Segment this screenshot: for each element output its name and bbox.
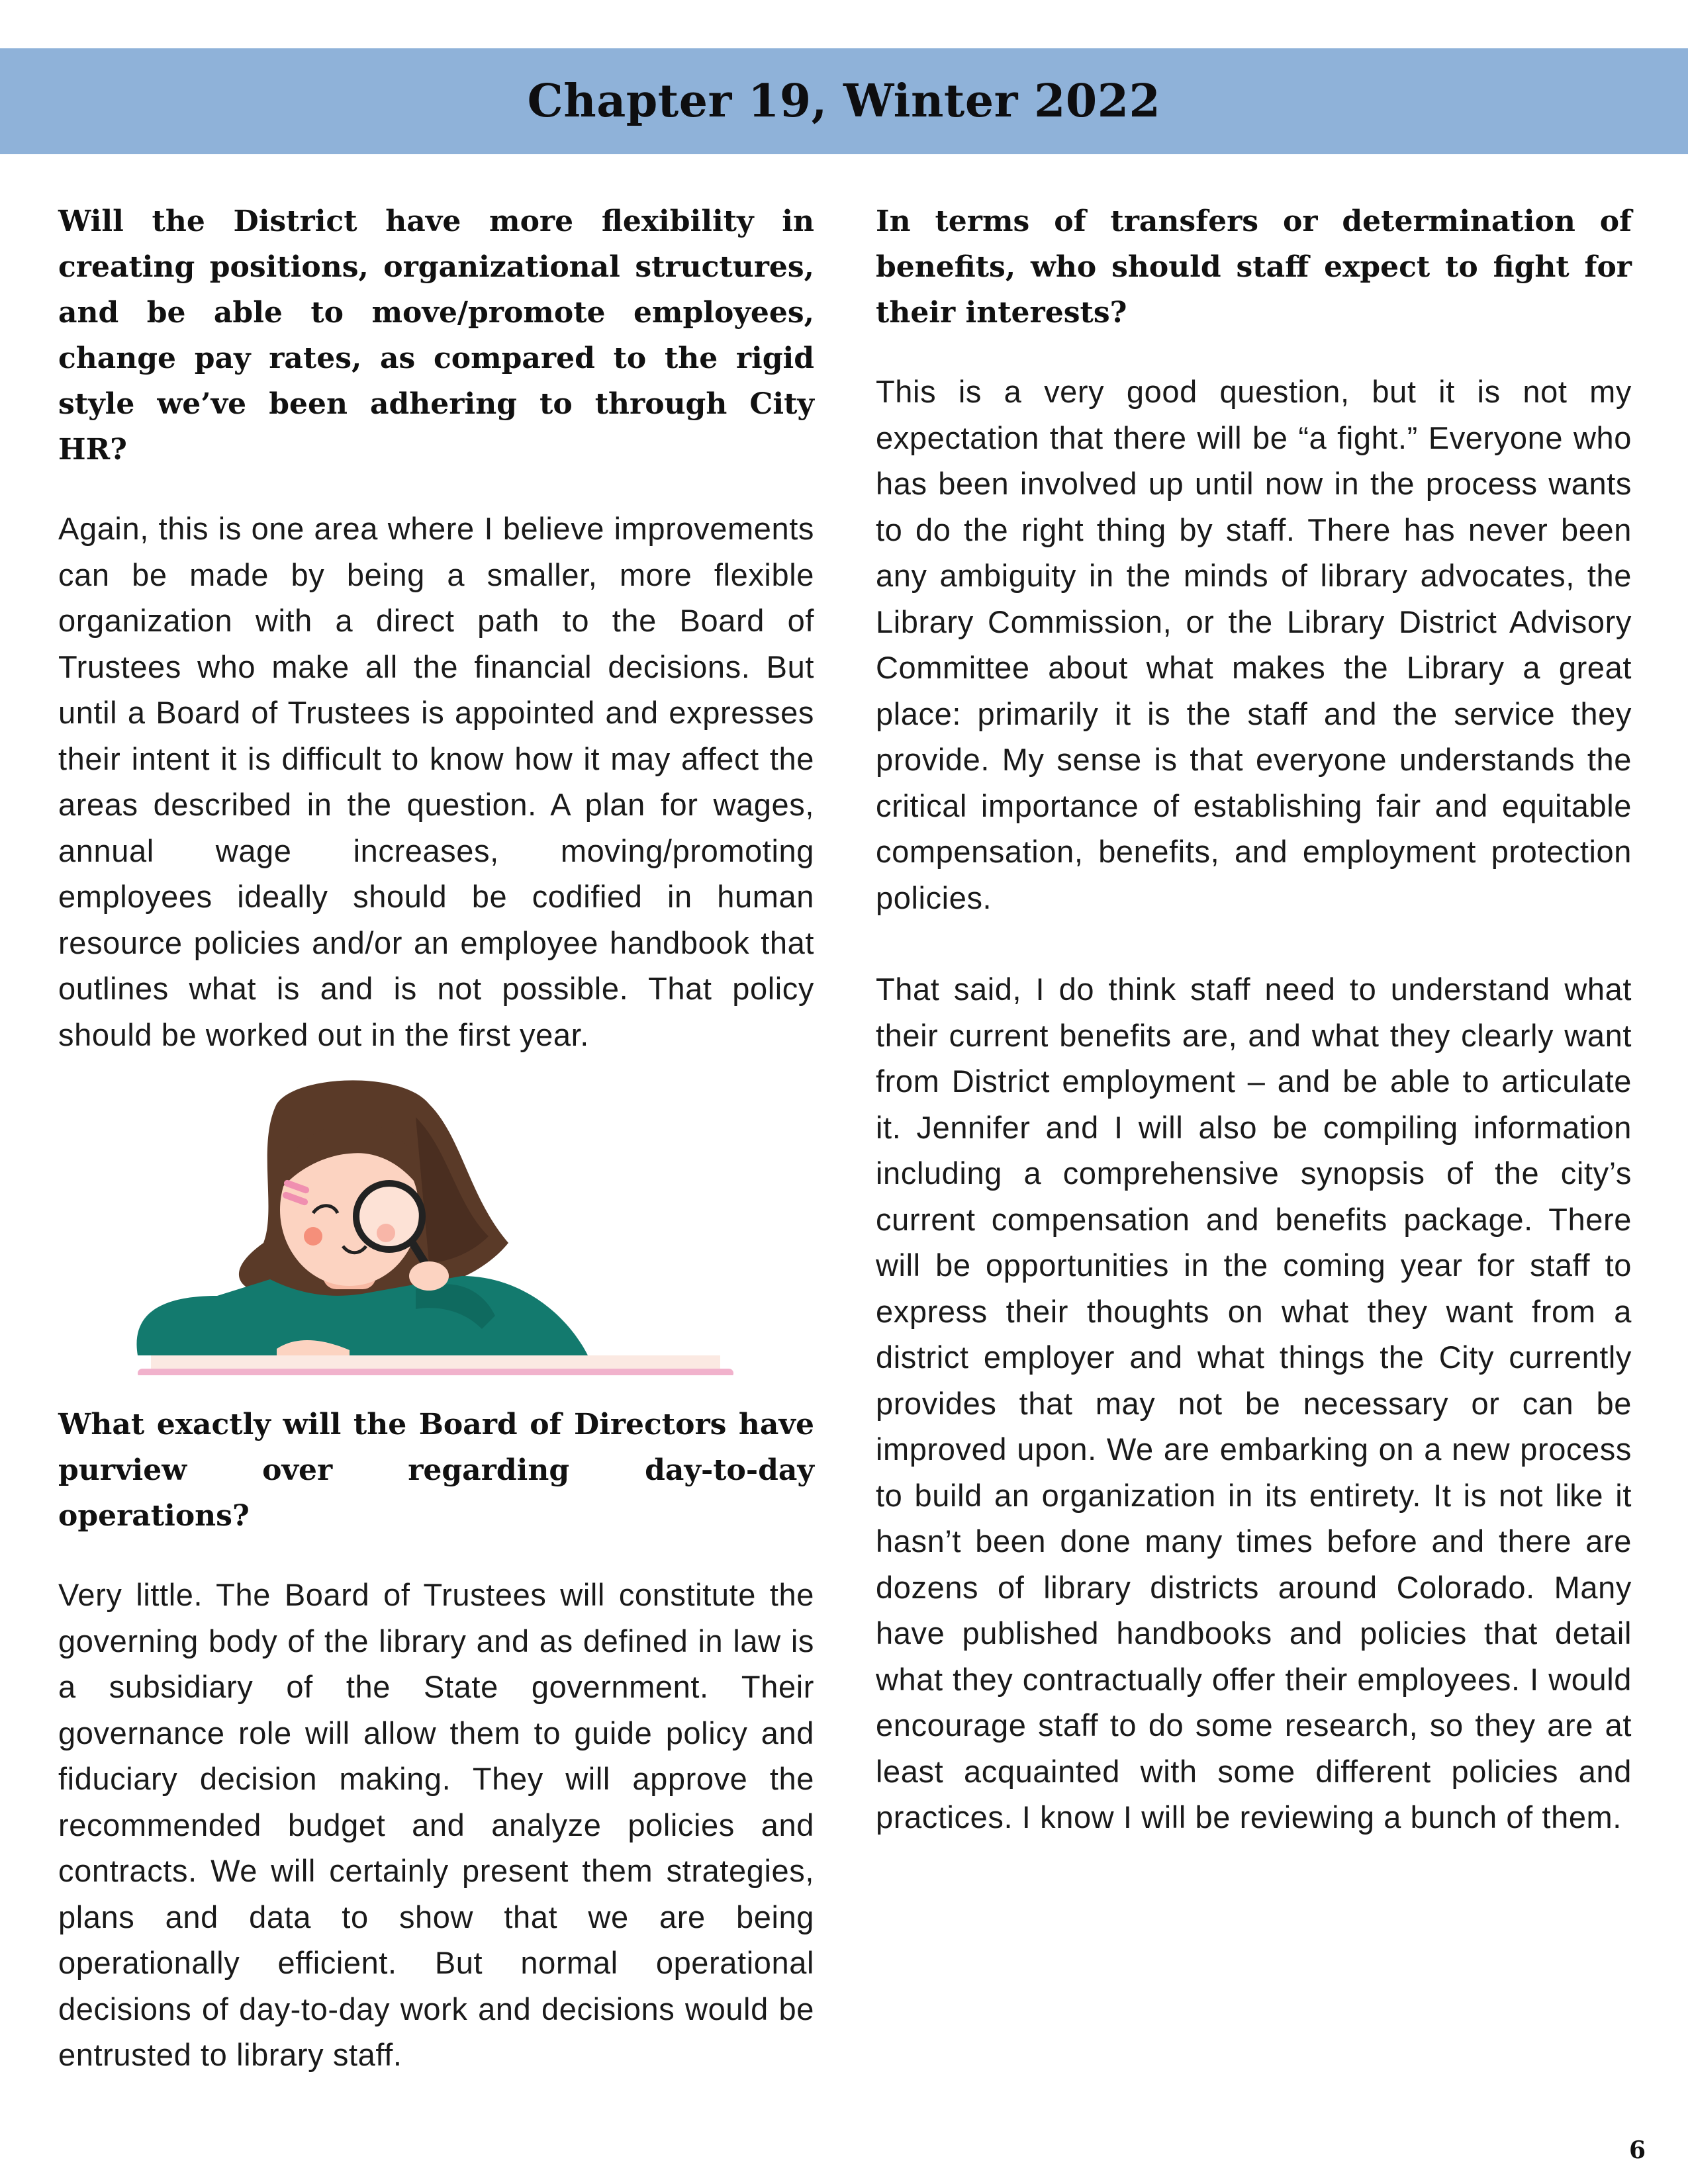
page-number: 6 [1628, 2136, 1646, 2164]
question-flexibility: Will the District have more flexibility in creating positions, organizational structures, and be able to move/promote employees, change pay rates, as compared to the rigid style we’ve been adhering to through City HR? [58, 205, 814, 467]
chapter-title: Chapter 19, Winter 2022 [527, 75, 1161, 128]
question-benefits-advocacy: In terms of transfers or determination of benefits, who should staff expect to fight for their interests? [876, 205, 1632, 330]
chapter-header-band [0, 48, 1688, 154]
answer-staff-understanding: That said, I do think staff need to understand what their current benefits are, and what they clearly want from District employment – and be able to articulate it. Jennifer and I will also be compiling information including a comprehensive synopsis of the city’s current compensation and benefits package. There will be opportunities in the coming year for staff to express their thoughts on what they want from a district employer and what things the City currently provides that may not be necessary or can be improved upon. We are embarking on a new process to build an organization in its entirety. It is not like it hasn’t been done many times before and there are dozens of library districts around Colorado. Many have published handbooks and policies that detail what they contractually offer their employees. I would encourage staff to do some research, so they are at least acquainted with some different policies and practices. I know I will be reviewing a bunch of them. [876, 972, 1632, 1835]
answer-board-purview: Very little. The Board of Trustees will constitute the governing body of the library and as defined in law is a subsidiary of the State government. Their governance role will allow them to guide policy and fiduciary decision making. They will approve the recommended budget and analyze policies and contracts. We will certainly present them strategies, plans and data to show that we are being operationally efficient. But normal operational decisions of day-to-day work and decisions would be entrusted to library staff. [58, 1577, 814, 2072]
answer-flexibility: Again, this is one area where I believe improvements can be made by being a smaller, more flexible organization with a direct path to the Board of Trustees who make all the financial decisions. But until a Board of Trustees is appointed and expresses their intent it is difficult to know how it may affect the areas described in the question. A plan for wages, annual wage increases, moving/promoting employees ideally should be codified in human resource policies and/or an employee handbook that outlines what is and is not possible. That policy should be worked out in the first year. [58, 511, 814, 1052]
answer-benefits-advocacy: This is a very good question, but it is not my expectation that there will be “a fight.” Everyone who has been involved up until now in the process wants to do the right thing by staff. There has never been any ambiguity in the minds of library advocates, the Library Commission, or the Library District Advisory Committee about what makes the Library a great place: primarily it is the staff and the service they provide. My sense is that everyone understands the critical importance of establishing fair and equitable compensation, benefits, and employment protection policies. [876, 374, 1632, 915]
girl-reading-illustration [58, 1077, 814, 1375]
question-board-purview: What exactly will the Board of Directors have purview over regarding day-to-day operations? [58, 1408, 814, 1533]
left-column [58, 199, 814, 2078]
right-column [876, 199, 1632, 1841]
